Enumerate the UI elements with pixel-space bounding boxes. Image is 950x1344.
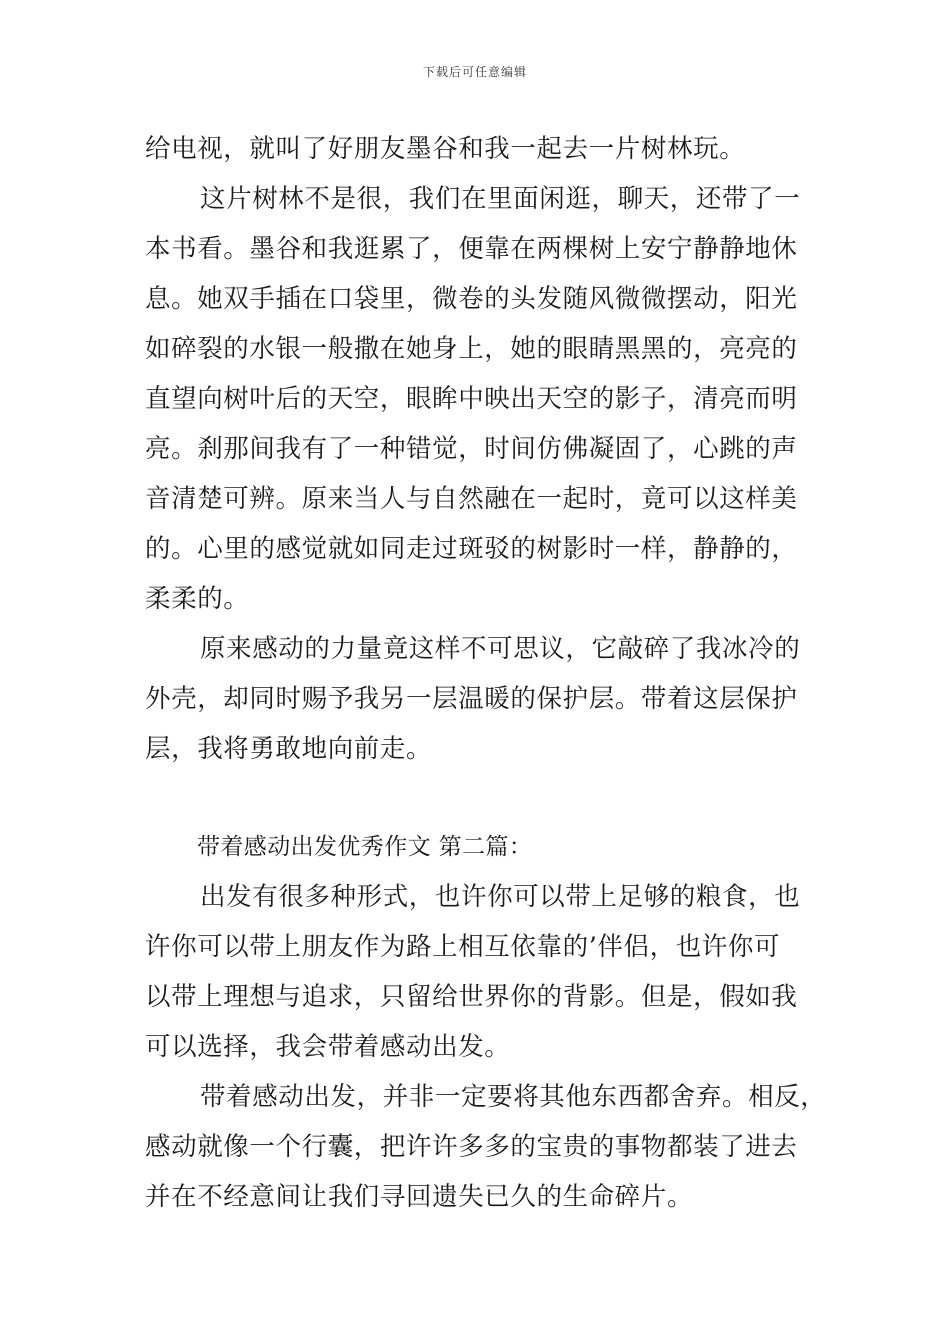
text-line: 许你可以带上朋友作为路上相互依靠的’伴侣，也许你可 [145, 932, 781, 962]
text-line: 音清楚可辨。原来当人与自然融在一起时，竟可以这样美 [145, 484, 798, 514]
paragraph-5 [145, 1072, 827, 1222]
text-line: 本书看。墨谷和我逛累了，便靠在两棵树上安宁静静地休 [145, 234, 798, 264]
text-line: 如碎裂的水银一般撒在她身上，她的眼睛黑黑的，亮亮的 [145, 334, 798, 364]
text-line: 感动就像一个行囊，把许许多多的宝贵的事物都装了进去 [145, 1132, 798, 1162]
document-body [145, 124, 827, 1222]
paragraph-1 [145, 124, 810, 174]
paragraph-2 [145, 174, 810, 624]
text-line: 原来感动的力量竟这样不可思议，它敲碎了我冰冷的 [200, 634, 801, 664]
page-header: 下载后可任意编辑 [422, 65, 527, 79]
text-line: 柔柔的。 [145, 584, 250, 614]
text-line: 层，我将勇敢地向前走。 [145, 734, 433, 764]
paragraph-3 [145, 624, 810, 774]
text-line: 息。她双手插在口袋里，微卷的头发随风微微摆动，阳光 [145, 284, 798, 314]
text-line: 给电视，就叫了好朋友墨谷和我一起去一片树林玩。 [145, 134, 746, 164]
paragraph-4 [145, 872, 810, 1072]
section-gap [145, 774, 810, 822]
text-line: 以带上理想与追求，只留给世界你的背影。但是，假如我 [145, 982, 798, 1012]
text-line: 这片树林不是很，我们在里面闲逛，聊天，还带了一 [200, 184, 801, 214]
text-line: 亮。刹那间我有了一种错觉，时间仿佛凝固了，心跳的声 [145, 434, 798, 464]
text-line: 外壳，却同时赐予我另一层温暖的保护层。带着这层保护 [145, 684, 798, 714]
section-heading: 带着感动出发优秀作文 第二篇： [197, 834, 533, 860]
text-line: 可以选择，我会带着感动出发。 [145, 1032, 511, 1062]
text-line: 的。心里的感觉就如同走过斑驳的树影时一样，静静的， [145, 534, 798, 564]
text-line: 出发有很多种形式，也许你可以带上足够的粮食，也 [200, 882, 801, 912]
text-line: 带着感动出发，并非一定要将其他东西都舍弃。相反， [200, 1082, 827, 1112]
text-line: 直望向树叶后的天空，眼眸中映出天空的影子，清亮而明 [145, 384, 798, 414]
text-line: 并在不经意间让我们寻回遗失已久的生命碎片。 [145, 1182, 694, 1212]
